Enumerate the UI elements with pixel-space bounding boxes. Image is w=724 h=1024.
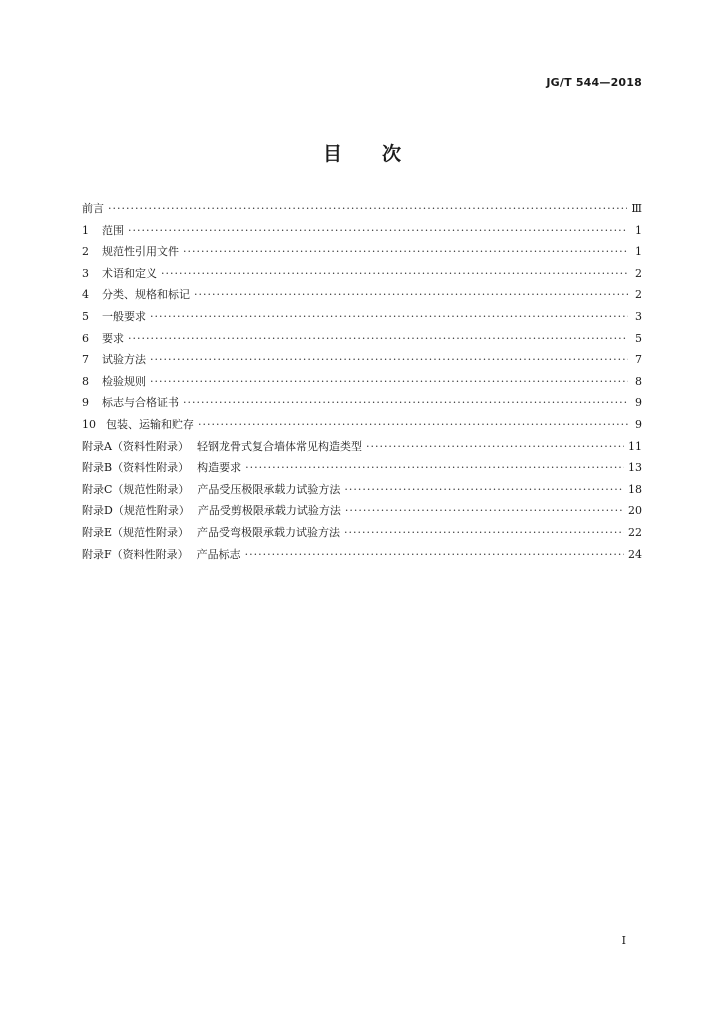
toc-entry-number: 附录F（资料性附录） — [82, 547, 189, 561]
toc-entry-1[interactable] — [82, 220, 642, 242]
toc-entry-label: 规范性引用文件 — [102, 245, 179, 259]
toc-entry-appendix-e[interactable] — [82, 522, 642, 544]
toc-entry-label: 产品受剪极限承载力试验方法 — [197, 504, 341, 518]
toc-entry-label: 要求 — [102, 331, 124, 345]
toc-entry-page: 3 — [635, 309, 642, 323]
toc-entry-foreword[interactable] — [82, 198, 642, 220]
toc-entry-number: 3 — [82, 266, 89, 280]
toc-entry-label: 检验规则 — [102, 374, 146, 388]
toc-entry-number: 附录A（资料性附录） — [82, 439, 189, 453]
toc-entry-appendix-f[interactable] — [82, 544, 642, 566]
toc-entry-page: 1 — [635, 223, 642, 237]
toc-entry-number: 附录D（规范性附录） — [82, 504, 190, 518]
toc-entry-label: 范围 — [102, 223, 124, 237]
toc-leader-dots — [366, 436, 624, 458]
toc-entry-page: 5 — [635, 331, 642, 345]
toc-leader-dots — [150, 349, 628, 371]
toc-entry-number: 9 — [82, 396, 89, 410]
toc-entry-9[interactable] — [82, 392, 642, 414]
toc-entry-3[interactable] — [82, 263, 642, 285]
toc-leader-dots — [161, 263, 628, 285]
toc-entry-page: 9 — [635, 417, 642, 431]
toc-leader-dots — [150, 371, 628, 393]
toc-entry-page: 1 — [635, 245, 642, 259]
toc-entry-8[interactable] — [82, 371, 642, 393]
toc-entry-page: 24 — [628, 547, 642, 561]
toc-entry-page: 2 — [635, 266, 642, 280]
toc-title-part1: 目 — [322, 143, 342, 165]
toc-entry-label: 分类、规格和标记 — [102, 288, 190, 302]
toc-entry-page: 18 — [628, 482, 642, 496]
toc-entry-number: 附录E（规范性附录） — [82, 525, 190, 539]
toc-entry-label: 包装、运输和贮存 — [106, 417, 194, 431]
toc-entry-number: 6 — [82, 331, 89, 345]
toc-entry-number: 7 — [82, 353, 89, 367]
toc-entry-appendix-c[interactable] — [82, 479, 642, 501]
toc-entry-page: 2 — [635, 288, 642, 302]
toc-leader-dots — [128, 328, 628, 350]
toc-leader-dots — [344, 479, 624, 501]
toc-entry-page: 8 — [635, 374, 642, 388]
toc-entry-label: 轻钢龙骨式复合墙体常见构造类型 — [196, 439, 362, 453]
toc-entry-number: 1 — [82, 223, 89, 237]
toc-entry-number: 8 — [82, 374, 89, 388]
toc-entry-label: 试验方法 — [102, 353, 146, 367]
toc-entry-number: 5 — [82, 309, 89, 323]
standard-code: JG/T 544—2018 — [546, 76, 642, 89]
toc-entry-label: 产品受压极限承载力试验方法 — [197, 482, 341, 496]
toc-leader-dots — [198, 414, 628, 436]
toc-entry-number: 2 — [82, 245, 89, 259]
toc-entry-2[interactable] — [82, 241, 642, 263]
toc-entry-label: 术语和定义 — [102, 266, 157, 280]
page-number: I — [621, 934, 626, 947]
toc-entry-number: 附录C（规范性附录） — [82, 482, 190, 496]
toc-leader-dots — [128, 220, 628, 242]
toc-entry-page: 20 — [628, 504, 642, 518]
toc-entry-label: 产品标志 — [196, 547, 241, 561]
toc-entry-label: 一般要求 — [102, 309, 146, 323]
toc-entry-page: Ⅲ — [631, 202, 642, 215]
toc-leader-dots — [183, 392, 628, 414]
toc-entry-label: 构造要求 — [197, 461, 242, 475]
toc-entry-appendix-d[interactable] — [82, 500, 642, 522]
toc-leader-dots — [245, 544, 624, 566]
toc-entry-page: 13 — [628, 461, 642, 475]
toc-list — [82, 198, 642, 565]
toc-leader-dots — [150, 306, 628, 328]
toc-entry-number: 附录B（资料性附录） — [82, 461, 190, 475]
toc-entry-5[interactable] — [82, 306, 642, 328]
toc-entry-page: 9 — [635, 396, 642, 410]
toc-entry-page: 22 — [628, 525, 642, 539]
toc-entry-page: 11 — [628, 439, 642, 453]
toc-entry-number: 4 — [82, 288, 89, 302]
toc-entry-6[interactable] — [82, 328, 642, 350]
toc-entry-label: 前言 — [82, 202, 104, 215]
toc-title-part2: 次 — [382, 143, 402, 165]
toc-entry-7[interactable] — [82, 349, 642, 371]
toc-leader-dots — [194, 284, 628, 306]
toc-entry-appendix-b[interactable] — [82, 457, 642, 479]
toc-leader-dots — [345, 500, 624, 522]
toc-entry-label: 标志与合格证书 — [102, 396, 179, 410]
toc-leader-dots — [183, 241, 628, 263]
toc-entry-10[interactable] — [82, 414, 642, 436]
toc-title — [0, 139, 724, 166]
toc-entry-page: 7 — [635, 353, 642, 367]
toc-leader-dots — [245, 457, 624, 479]
toc-entry-label: 产品受弯极限承载力试验方法 — [197, 525, 341, 539]
toc-leader-dots — [108, 198, 627, 220]
toc-entry-appendix-a[interactable] — [82, 436, 642, 458]
toc-entry-4[interactable] — [82, 284, 642, 306]
toc-leader-dots — [344, 522, 624, 544]
toc-entry-number: 10 — [82, 417, 96, 431]
